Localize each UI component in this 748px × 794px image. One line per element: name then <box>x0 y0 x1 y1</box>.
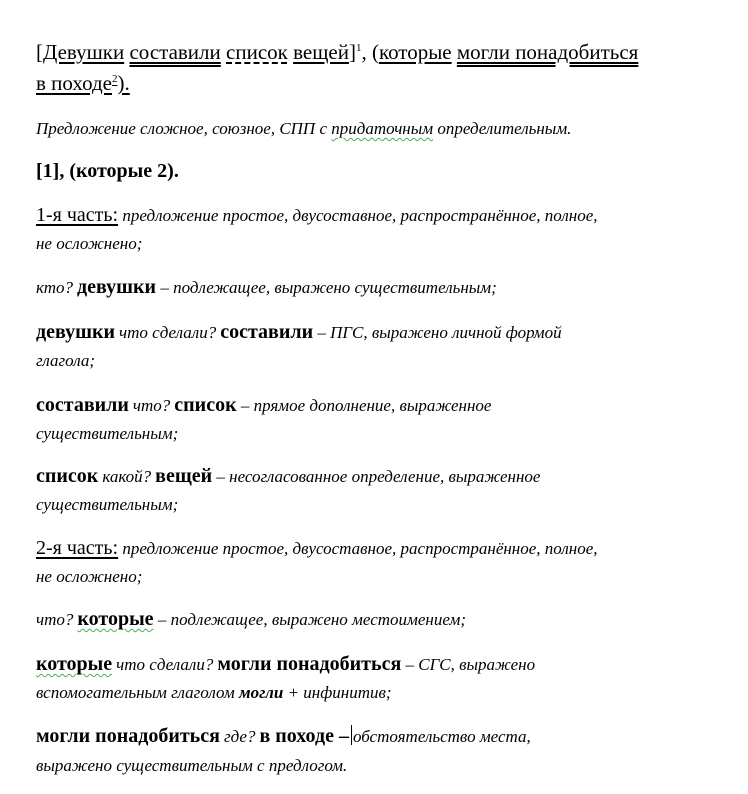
dash: – <box>333 725 349 747</box>
preposition-word: в <box>36 71 46 95</box>
question: что сделали? <box>119 323 217 342</box>
analysis-object-1 <box>36 394 491 417</box>
explanation: – прямое дополнение, выраженное <box>236 396 492 415</box>
analysis-adverbial-2: выражено существительным с предлогом. <box>36 756 348 775</box>
analysis-attribute-2: существительным; <box>36 495 179 514</box>
analysis-object-2: существительным; <box>36 424 179 443</box>
analysis-predicate2-1 <box>36 653 535 676</box>
close-bracket: ] <box>348 40 356 64</box>
bold-word: девушки <box>36 321 116 343</box>
bold-word: которые <box>36 653 113 675</box>
analysis-predicate-1 <box>36 321 562 344</box>
sentence-scheme: [1], (которые 2). <box>36 160 179 182</box>
explanation: – подлежащее, выражено существительным; <box>156 278 497 297</box>
analysis-subject <box>36 276 497 299</box>
adverbial-word: походе <box>51 71 112 95</box>
question: где? <box>223 727 256 746</box>
analysis-adverbial-1 <box>36 725 531 748</box>
analysis-attribute-1 <box>36 465 540 488</box>
part2-text: предложение простое, двусоставное, распространённое, полное, <box>118 539 598 558</box>
subject-word: Девушки <box>43 40 125 64</box>
subject2-word: которые <box>378 40 452 64</box>
predicate-word: составили <box>129 40 221 64</box>
bold-word: составили <box>220 321 314 343</box>
question: что? <box>132 396 171 415</box>
bold-word: которые <box>77 608 154 630</box>
bold-word: список <box>174 394 237 416</box>
sentence-end: ). <box>117 71 130 95</box>
sentence-line-2 <box>36 71 130 96</box>
part1-line-2: не осложнено; <box>36 234 143 253</box>
bold-word: могли понадобиться <box>217 653 402 675</box>
explanation: – СГС, выражено <box>401 655 536 674</box>
question: что сделали? <box>116 655 214 674</box>
object-word: список <box>226 40 288 64</box>
open-bracket: [ <box>36 40 43 64</box>
spellcheck-word: придаточным <box>331 119 434 138</box>
sentence-line-1 <box>36 40 638 65</box>
analysis-subject2 <box>36 608 466 631</box>
question: какой? <box>102 467 152 486</box>
comma-paren: , ( <box>361 40 379 64</box>
part2-label: 2-я часть: <box>36 537 119 559</box>
bold-word: девушки <box>77 276 157 298</box>
bold-word: вещей <box>155 465 213 487</box>
attribute-word: вещей <box>293 40 349 64</box>
explanation: обстоятельство места, <box>352 727 531 746</box>
sentence-description <box>36 119 571 139</box>
part2-line-1 <box>36 537 598 560</box>
bold-word: могли понадобиться <box>36 725 220 747</box>
part1-text: предложение простое, двусоставное, распространённое, полное, <box>118 206 598 225</box>
bold-word: список <box>36 465 99 487</box>
description-text-end: определительным. <box>433 119 572 138</box>
predicate2-word: могли понадобиться <box>456 40 639 64</box>
explanation: – несогласованное определение, выраженное <box>212 467 541 486</box>
bold-italic-word: могли <box>238 683 284 702</box>
explanation: + инфинитив; <box>283 683 392 702</box>
part1-line-1 <box>36 204 598 227</box>
part2-line-2: не осложнено; <box>36 567 143 586</box>
bold-word: составили <box>36 394 129 416</box>
explanation: – ПГС, выражено личной формой <box>313 323 562 342</box>
question: кто? <box>36 278 74 297</box>
explanation: вспомогательным глаголом <box>36 683 239 702</box>
part-number-1: 1 <box>355 42 362 54</box>
bold-word: в походе <box>259 725 334 747</box>
analysis-predicate2-2 <box>36 683 392 703</box>
analysis-predicate-2: глагола; <box>36 351 96 370</box>
description-text: Предложение сложное, союзное, СПП с <box>36 119 332 138</box>
part-number-2: 2 <box>112 73 118 85</box>
explanation: – подлежащее, выражено местоимением; <box>153 610 466 629</box>
question: что? <box>36 610 74 629</box>
text-cursor <box>351 725 352 745</box>
part1-label: 1-я часть: <box>36 204 119 226</box>
